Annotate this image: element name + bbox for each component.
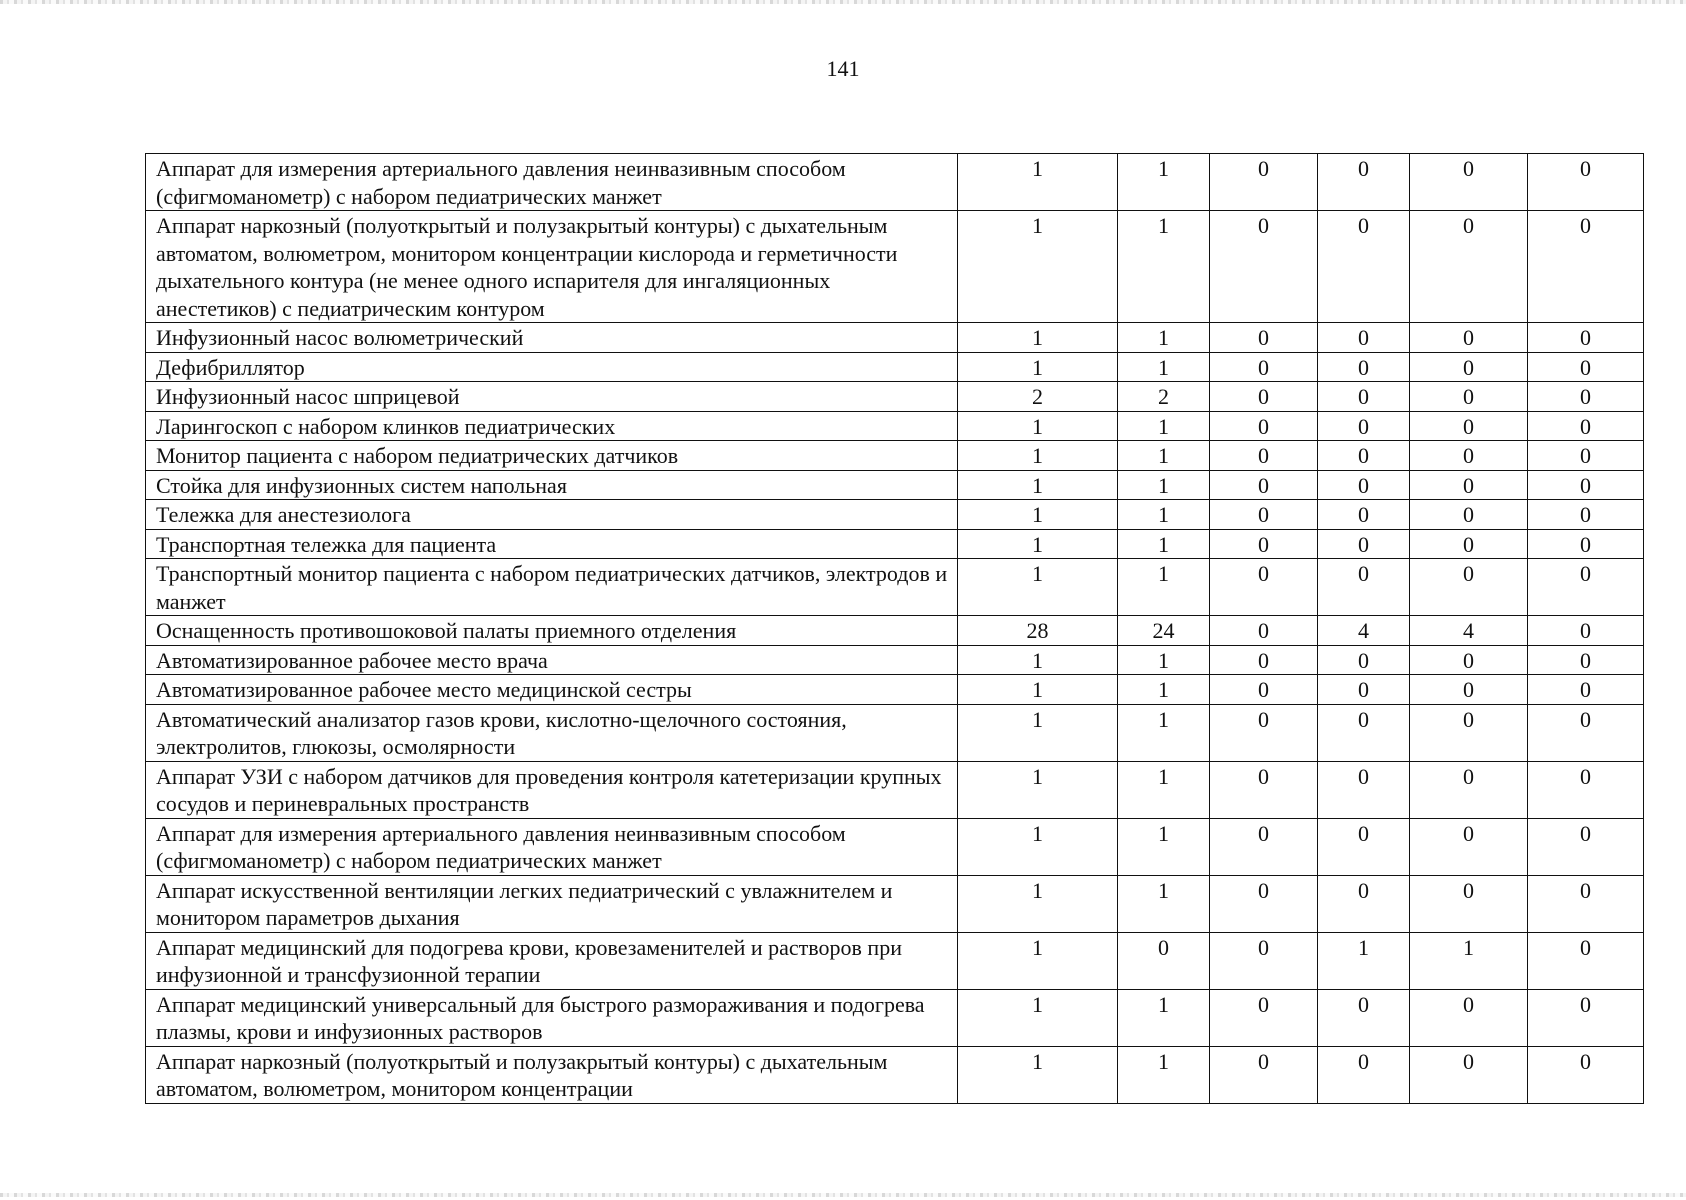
quantity-cell: 0 [1318,441,1410,471]
quantity-cell: 0 [1118,932,1210,989]
quantity-cell: 0 [1410,211,1528,323]
quantity-cell: 0 [1210,761,1318,818]
quantity-cell: 0 [1210,382,1318,412]
equipment-name-cell: Аппарат наркозный (полуоткрытый и полузакрытый контуры) с дыхательным автоматом, волюметром, монитором концентрации кислорода и герметичности дыхательного контура (не менее одного испарителя для ингаляционных анестетиков) с педиатрическим контуром [146,211,958,323]
quantity-cell: 0 [1528,154,1644,211]
table-row [146,441,1644,471]
quantity-cell: 0 [1210,470,1318,500]
equipment-name-cell: Автоматизированное рабочее место врача [146,645,958,675]
quantity-cell: 0 [1410,675,1528,705]
quantity-cell: 0 [1318,529,1410,559]
equipment-name-cell: Автоматический анализатор газов крови, кислотно-щелочного состояния, электролитов, глюкозы, осмолярности [146,704,958,761]
table-row [146,645,1644,675]
quantity-cell: 0 [1410,323,1528,353]
quantity-cell: 0 [1210,500,1318,530]
table-row [146,704,1644,761]
table-row [146,875,1644,932]
quantity-cell: 0 [1318,500,1410,530]
quantity-cell: 0 [1410,500,1528,530]
table-row [146,500,1644,530]
quantity-cell: 0 [1528,352,1644,382]
quantity-cell: 1 [958,211,1118,323]
equipment-name-cell: Монитор пациента с набором педиатрических датчиков [146,441,958,471]
quantity-cell: 1 [1118,559,1210,616]
quantity-cell: 0 [1410,989,1528,1046]
quantity-cell: 28 [958,616,1118,646]
quantity-cell: 0 [1528,382,1644,412]
quantity-cell: 2 [958,382,1118,412]
quantity-cell: 0 [1318,1046,1410,1103]
equipment-table [145,153,1644,1104]
table-row [146,818,1644,875]
quantity-cell: 1 [958,323,1118,353]
quantity-cell: 0 [1210,675,1318,705]
quantity-cell: 0 [1528,211,1644,323]
quantity-cell: 1 [958,154,1118,211]
quantity-cell: 0 [1410,441,1528,471]
quantity-cell: 1 [958,352,1118,382]
quantity-cell: 1 [1118,211,1210,323]
equipment-name-cell: Инфузионный насос волюметрический [146,323,958,353]
quantity-cell: 0 [1210,559,1318,616]
quantity-cell: 0 [1318,382,1410,412]
quantity-cell: 0 [1318,154,1410,211]
equipment-name-cell: Ларингоскоп с набором клинков педиатрических [146,411,958,441]
quantity-cell: 0 [1410,704,1528,761]
quantity-cell: 24 [1118,616,1210,646]
equipment-name-cell: Инфузионный насос шприцевой [146,382,958,412]
quantity-cell: 0 [1528,818,1644,875]
quantity-cell: 0 [1318,211,1410,323]
quantity-cell: 0 [1410,529,1528,559]
quantity-cell: 1 [1118,411,1210,441]
table-row [146,932,1644,989]
quantity-cell: 4 [1410,616,1528,646]
equipment-name-cell: Аппарат медицинский для подогрева крови, кровезаменителей и растворов при инфузионной и трансфузионной терапии [146,932,958,989]
quantity-cell: 0 [1210,1046,1318,1103]
quantity-cell: 0 [1210,411,1318,441]
quantity-cell: 0 [1318,704,1410,761]
quantity-cell: 1 [1118,441,1210,471]
equipment-name-cell: Аппарат УЗИ с набором датчиков для проведения контроля катетеризации крупных сосудов и периневральных пространств [146,761,958,818]
quantity-cell: 0 [1410,761,1528,818]
quantity-cell: 1 [958,559,1118,616]
equipment-name-cell: Аппарат наркозный (полуоткрытый и полузакрытый контуры) с дыхательным автоматом, волюметром, монитором концентрации [146,1046,958,1103]
quantity-cell: 1 [958,470,1118,500]
equipment-name-cell: Автоматизированное рабочее место медицинской сестры [146,675,958,705]
quantity-cell: 0 [1410,154,1528,211]
table-row [146,211,1644,323]
equipment-name-cell: Аппарат медицинский универсальный для быстрого размораживания и подогрева плазмы, крови и инфузионных растворов [146,989,958,1046]
quantity-cell: 0 [1528,1046,1644,1103]
quantity-cell: 0 [1410,645,1528,675]
quantity-cell: 1 [1118,352,1210,382]
quantity-cell: 0 [1210,352,1318,382]
quantity-cell: 0 [1210,875,1318,932]
quantity-cell: 0 [1318,818,1410,875]
quantity-cell: 0 [1318,323,1410,353]
equipment-name-cell: Оснащенность противошоковой палаты приемного отделения [146,616,958,646]
quantity-cell: 0 [1528,761,1644,818]
quantity-cell: 0 [1410,1046,1528,1103]
table-row [146,352,1644,382]
equipment-name-cell: Транспортная тележка для пациента [146,529,958,559]
quantity-cell: 0 [1210,818,1318,875]
quantity-cell: 0 [1528,411,1644,441]
quantity-cell: 1 [1118,529,1210,559]
quantity-cell: 0 [1410,559,1528,616]
quantity-cell: 2 [1118,382,1210,412]
quantity-cell: 0 [1528,559,1644,616]
quantity-cell: 0 [1410,411,1528,441]
quantity-cell: 1 [958,761,1118,818]
quantity-cell: 1 [1410,932,1528,989]
quantity-cell: 0 [1210,989,1318,1046]
table-row [146,470,1644,500]
quantity-cell: 1 [958,500,1118,530]
quantity-cell: 1 [958,411,1118,441]
quantity-cell: 0 [1528,323,1644,353]
table-row [146,411,1644,441]
quantity-cell: 0 [1318,411,1410,441]
table-row [146,675,1644,705]
quantity-cell: 0 [1528,616,1644,646]
table-row [146,382,1644,412]
quantity-cell: 0 [1410,352,1528,382]
equipment-name-cell: Тележка для анестезиолога [146,500,958,530]
quantity-cell: 1 [958,704,1118,761]
quantity-cell: 0 [1210,616,1318,646]
quantity-cell: 1 [1118,1046,1210,1103]
quantity-cell: 0 [1528,675,1644,705]
quantity-cell: 0 [1210,645,1318,675]
quantity-cell: 1 [958,932,1118,989]
table-row [146,1046,1644,1103]
quantity-cell: 1 [1118,323,1210,353]
table-row [146,154,1644,211]
equipment-table-body [146,154,1644,1104]
equipment-name-cell: Дефибриллятор [146,352,958,382]
table-row [146,529,1644,559]
scan-edge-top [0,0,1686,4]
quantity-cell: 1 [958,645,1118,675]
quantity-cell: 1 [1118,704,1210,761]
table-row [146,616,1644,646]
quantity-cell: 0 [1210,932,1318,989]
quantity-cell: 0 [1528,932,1644,989]
quantity-cell: 1 [958,441,1118,471]
quantity-cell: 1 [1318,932,1410,989]
quantity-cell: 1 [1118,875,1210,932]
quantity-cell: 0 [1210,323,1318,353]
table-row [146,559,1644,616]
quantity-cell: 0 [1318,352,1410,382]
quantity-cell: 0 [1318,761,1410,818]
quantity-cell: 1 [1118,818,1210,875]
quantity-cell: 0 [1210,211,1318,323]
quantity-cell: 1 [958,989,1118,1046]
quantity-cell: 1 [958,675,1118,705]
quantity-cell: 0 [1318,675,1410,705]
quantity-cell: 1 [958,529,1118,559]
quantity-cell: 1 [1118,675,1210,705]
table-row [146,989,1644,1046]
quantity-cell: 0 [1528,500,1644,530]
equipment-name-cell: Стойка для инфузионных систем напольная [146,470,958,500]
page-number: 141 [826,56,860,81]
quantity-cell: 1 [1118,989,1210,1046]
quantity-cell: 0 [1528,470,1644,500]
table-row [146,323,1644,353]
scan-edge-bottom [0,1193,1686,1197]
quantity-cell: 0 [1528,989,1644,1046]
quantity-cell: 1 [1118,500,1210,530]
quantity-cell: 0 [1410,875,1528,932]
quantity-cell: 0 [1410,382,1528,412]
quantity-cell: 1 [958,818,1118,875]
quantity-cell: 1 [1118,761,1210,818]
quantity-cell: 0 [1318,470,1410,500]
quantity-cell: 0 [1210,441,1318,471]
quantity-cell: 0 [1528,875,1644,932]
equipment-name-cell: Транспортный монитор пациента с набором педиатрических датчиков, электродов и манжет [146,559,958,616]
quantity-cell: 1 [958,875,1118,932]
quantity-cell: 0 [1528,441,1644,471]
quantity-cell: 0 [1210,529,1318,559]
quantity-cell: 0 [1528,529,1644,559]
quantity-cell: 0 [1210,154,1318,211]
quantity-cell: 1 [1118,470,1210,500]
quantity-cell: 0 [1318,875,1410,932]
quantity-cell: 0 [1528,704,1644,761]
equipment-name-cell: Аппарат для измерения артериального давления неинвазивным способом (сфигмоманометр) с набором педиатрических манжет [146,818,958,875]
quantity-cell: 1 [1118,645,1210,675]
quantity-cell: 1 [958,1046,1118,1103]
quantity-cell: 0 [1210,704,1318,761]
table-row [146,761,1644,818]
quantity-cell: 0 [1410,470,1528,500]
quantity-cell: 4 [1318,616,1410,646]
quantity-cell: 0 [1318,559,1410,616]
quantity-cell: 0 [1410,818,1528,875]
equipment-name-cell: Аппарат искусственной вентиляции легких педиатрический с увлажнителем и монитором параметров дыхания [146,875,958,932]
quantity-cell: 0 [1318,989,1410,1046]
equipment-name-cell: Аппарат для измерения артериального давления неинвазивным способом (сфигмоманометр) с набором педиатрических манжет [146,154,958,211]
quantity-cell: 0 [1318,645,1410,675]
quantity-cell: 1 [1118,154,1210,211]
quantity-cell: 0 [1528,645,1644,675]
